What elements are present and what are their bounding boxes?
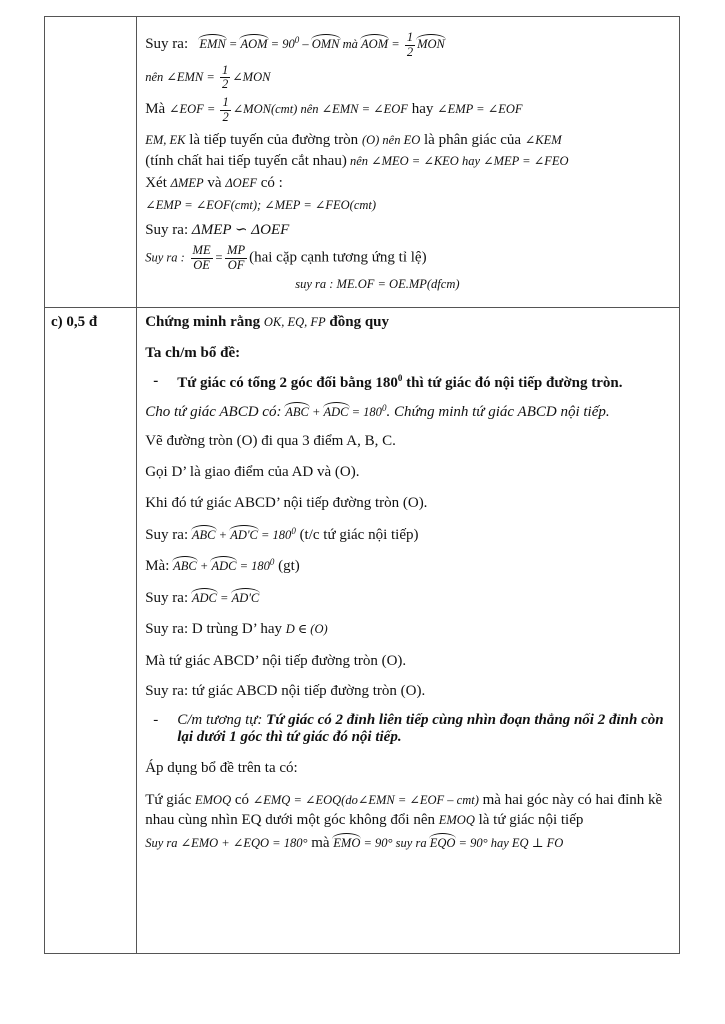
part-b-line-1: Suy ra: EMN = AOM = $90^0$ – OMN mà AOM = $\frac{1}{2}$ MON	[145, 30, 445, 59]
arc-abc: ABC	[285, 402, 309, 421]
part-b-line-2: nên ∠EMN = $\frac{1}{2}$ ∠MON	[145, 62, 271, 92]
step-6: Suy ra: ADC = AD'C	[145, 590, 260, 606]
part-b-line-5: (tính chất hai tiếp tuyến cắt nhau) nên ∠MEO = ∠KEO hay ∠MEP = ∠FEO	[145, 153, 569, 170]
part-b-line-4: EM, EK là tiếp tuyến của đường tròn (O) nên EO là phân giác của ∠KEM	[145, 131, 562, 148]
arc-emn: EMN	[199, 34, 225, 53]
arc-omn: OMN	[312, 34, 340, 53]
part-b-row	[45, 17, 680, 308]
arc-adc-prime: AD'C	[230, 525, 258, 544]
fraction-half: $\frac{1}{2}$	[221, 62, 229, 92]
arc-abc: ABC	[173, 556, 197, 575]
step-11: Suy ra ∠EMO + ∠EQO = 180° mà EMO = 90° suy ra EQO = 90° hay EQ ⊥ FO	[145, 835, 564, 852]
arc-adc: ADC	[192, 588, 217, 607]
part-b-line-6: Xét ΔMEP và ΔOEF có :	[145, 175, 283, 191]
step-7: Suy ra: D trùng D’ hay D ∈ (O)	[145, 620, 328, 637]
arc-adc: ADC	[324, 402, 349, 421]
part-c-heading: Chứng minh rằng OK, EQ, FP đồng quy	[145, 314, 390, 330]
part-b-line-10: suy ra : ME.OF = OE.MP(dfcm)	[295, 276, 460, 291]
arc-eqo: EQO	[430, 833, 456, 852]
step-1: Vẽ đường tròn (O) đi qua 3 điểm A, B, C.	[145, 433, 396, 450]
solution-table	[44, 16, 680, 954]
step-5: Mà: ABC + ADC = $180^0$ (gt)	[145, 557, 300, 575]
step-9: Suy ra: tứ giác ABCD nội tiếp đường tròn (O).	[145, 683, 426, 700]
part-c-label: c) 0,5 đ	[45, 308, 137, 954]
part-b-line-3: Mà ∠EOF = $\frac{1}{2}$ ∠MON(cmt) nên ∠EMN = ∠EOF hay ∠EMP = ∠EOF	[145, 95, 523, 124]
part-b-line-9: Suy ra : $\frac{ME}{OE}$ = $\frac{MP}{OF}$ (hai cặp cạnh tương ứng tỉ lệ)	[145, 243, 427, 272]
arc-adc: ADC	[211, 556, 236, 575]
part-b-line-7: ∠EMP = ∠EOF(cmt); ∠MEP = ∠FEO(cmt)	[145, 197, 377, 212]
arc-aom: AOM	[240, 34, 267, 53]
step-8: Mà tứ giác ABCD’ nội tiếp đường tròn (O).	[145, 652, 407, 669]
part-b-line-8: Suy ra: ΔMEP ∽ ΔOEF	[145, 221, 290, 238]
arc-mon: MON	[417, 34, 445, 53]
part-c-row	[45, 308, 680, 954]
arc-abc: ABC	[192, 525, 216, 544]
arc-aom-2: AOM	[361, 34, 388, 53]
fraction-mp-of: $\frac{MP}{OF}$	[227, 243, 246, 272]
step-4: Suy ra: ABC + $AD'C = 180^0$ (t/c tứ giác nội tiếp)	[145, 525, 419, 543]
apply-lemma: Áp dụng bổ đề trên ta có:	[145, 760, 298, 776]
step-2: Gọi D’ là giao điểm của AD và (O).	[145, 464, 360, 480]
lemma-intro: Ta ch/m bổ đề:	[145, 344, 241, 361]
lemma-2: - C/m tương tự: Tứ giác có 2 đỉnh liên tiếp cùng nhìn đoạn thẳng nối 2 đỉnh còn lại dưới 1 góc thì tứ giác đó nội tiếp.	[153, 712, 664, 745]
fraction-me-oe: $\frac{ME}{OE}$	[192, 243, 211, 272]
lemma-1: - Tứ giác có tổng 2 góc đối bằng $180^0$ thì tứ giác đó nội tiếp đường tròn.	[153, 372, 623, 391]
part-b-content	[137, 17, 680, 308]
arc-emo: EMO	[333, 833, 360, 852]
arc-adc-prime: AD'C	[232, 588, 260, 607]
part-c-content	[137, 308, 680, 954]
step-10: Tứ giác EMOQ có ∠EMQ = ∠EOQ(do∠EMN = ∠EOF – cmt) mà hai góc này có hai đỉnh kề nhau cùng nhìn EQ dưới một góc không đổi nên EMOQ là tứ giác nội tiếp	[145, 791, 663, 828]
lemma-given: Cho tứ giác ABCD có: ABC + ADC = $180^0$. Chứng minh tứ giác ABCD nội tiếp.	[145, 402, 610, 420]
part-b-label-cell	[45, 17, 137, 308]
fraction-half: $\frac{1}{2}$	[406, 30, 414, 59]
step-3: Khi đó tứ giác ABCD’ nội tiếp đường tròn (O).	[145, 494, 428, 511]
fraction-half: $\frac{1}{2}$	[222, 95, 229, 124]
